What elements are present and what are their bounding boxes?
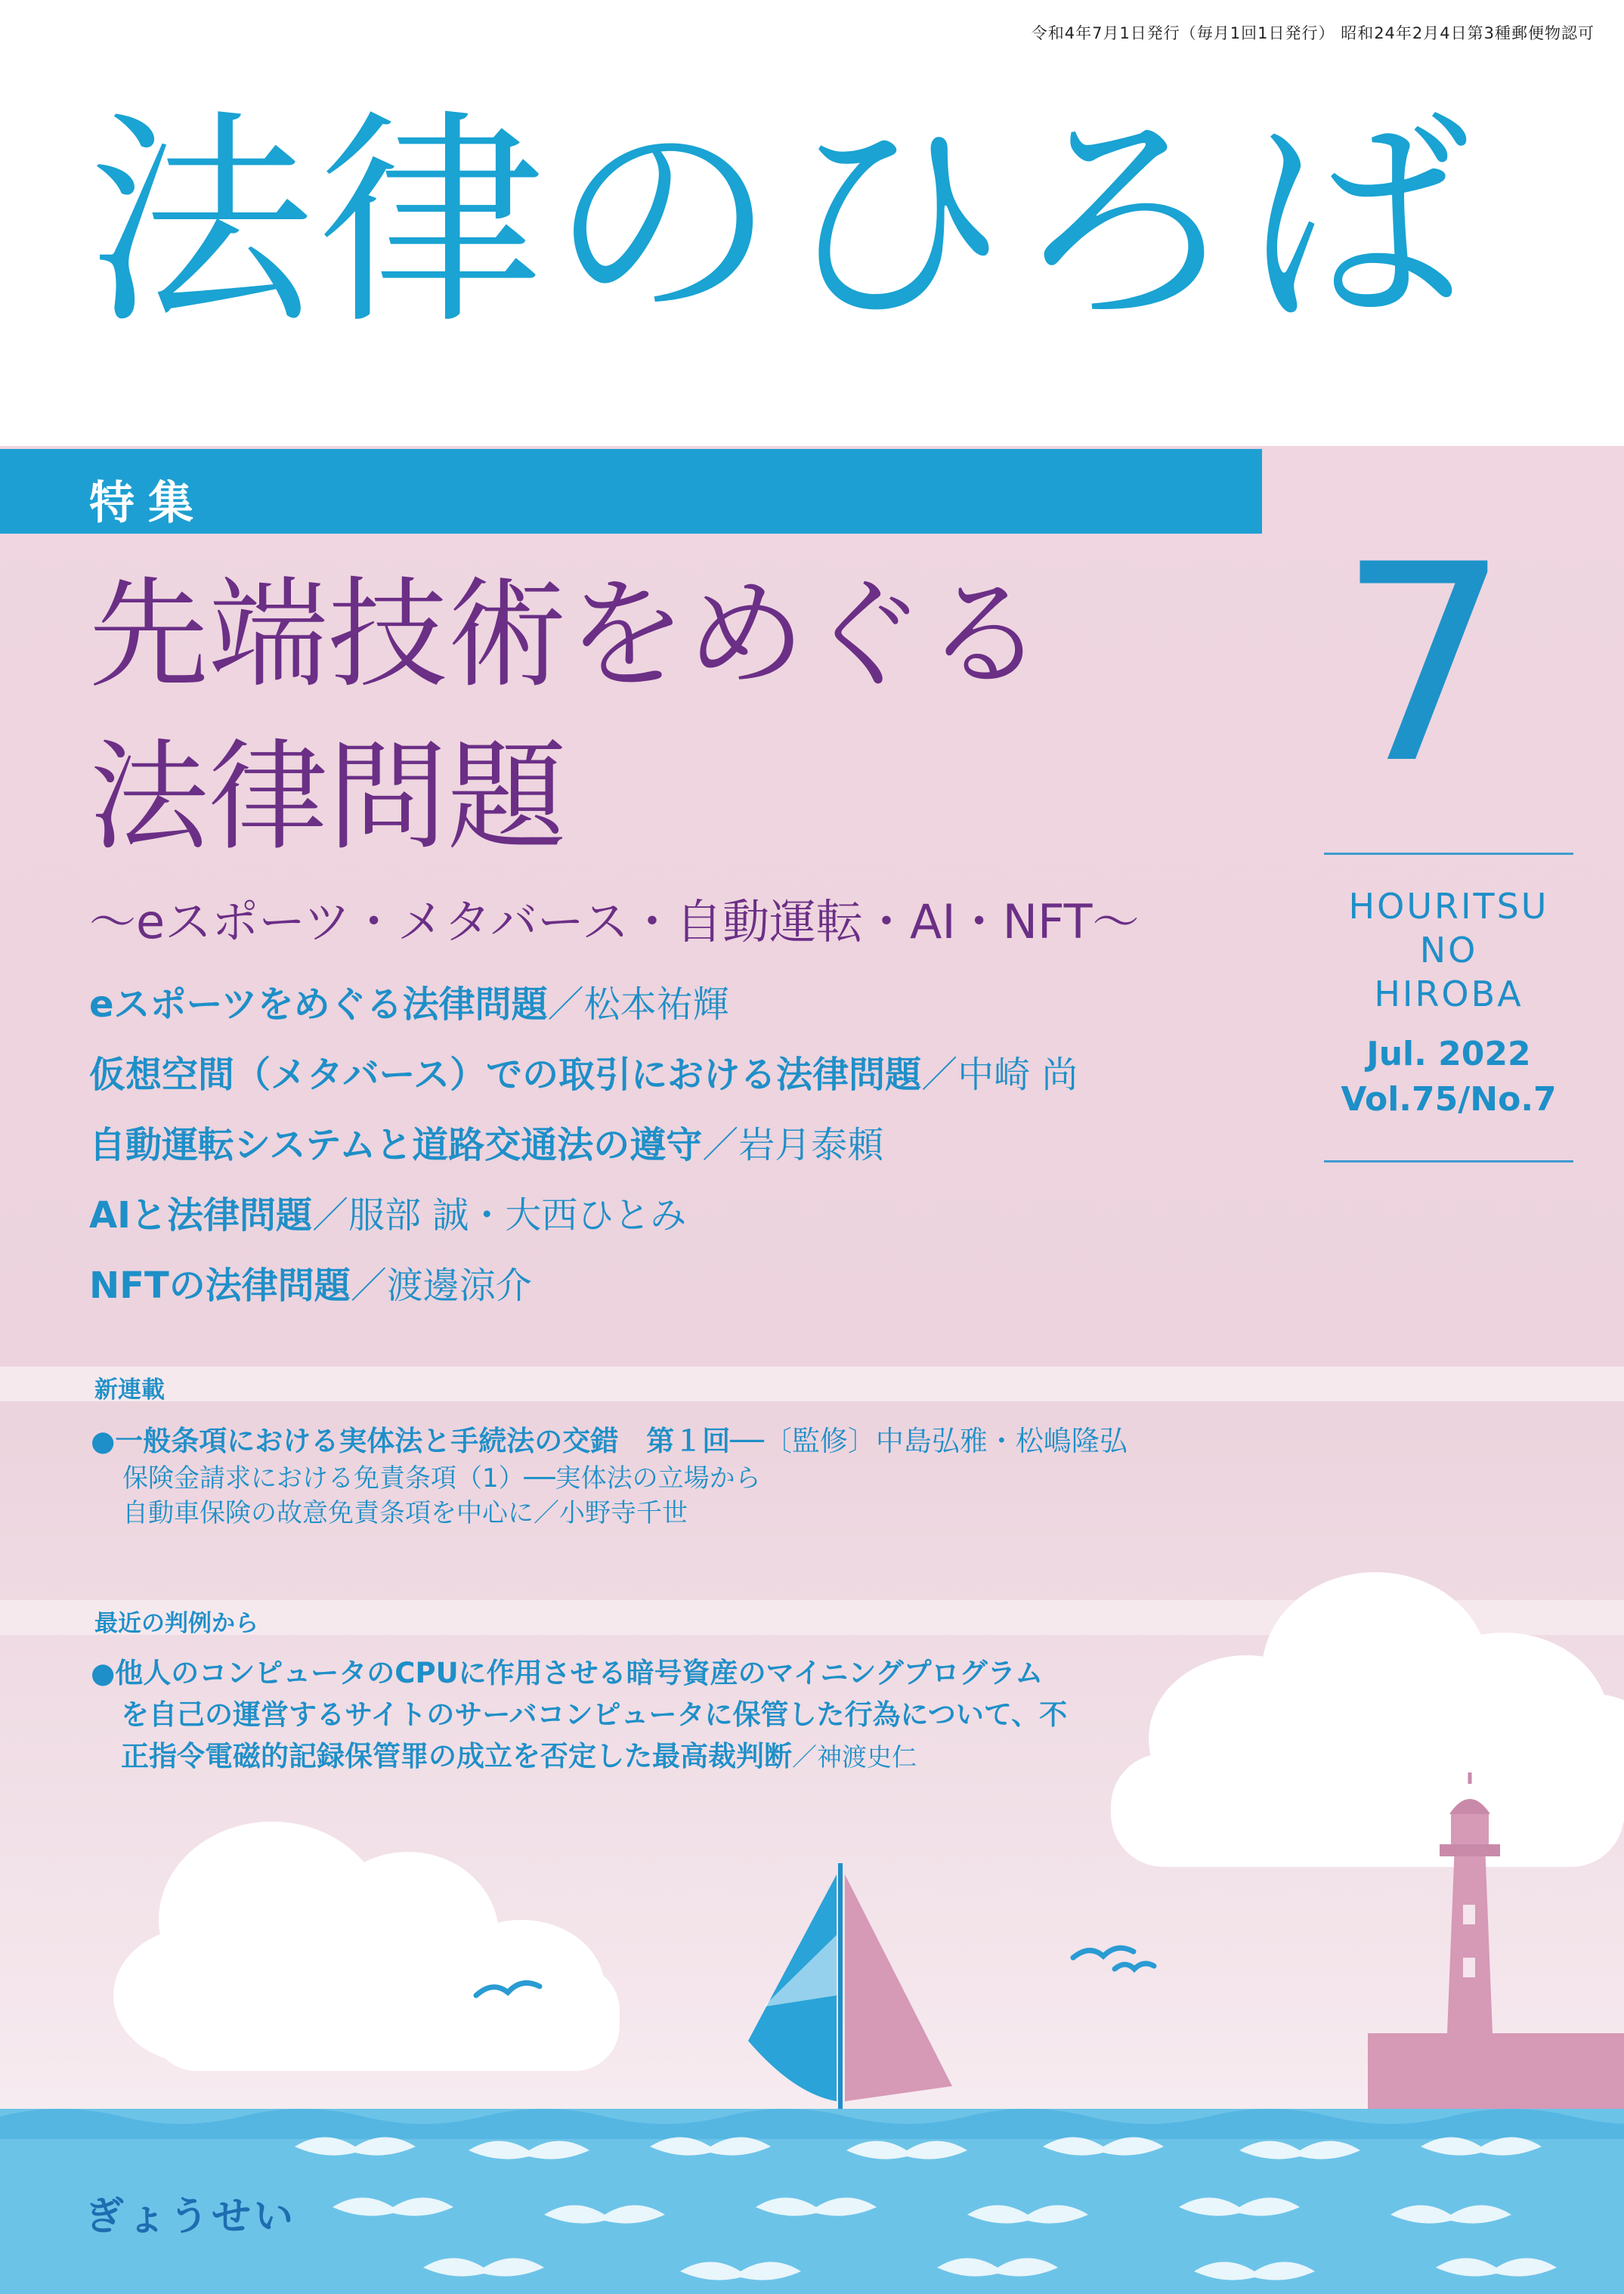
publisher-logo: ぎょうせい (85, 2194, 297, 2240)
issue-volume: Vol.75/No.7 (1341, 1080, 1557, 1119)
article-title: AIと法律問題 (89, 1194, 313, 1237)
feature-subtitle: 〜eスポーツ・メタバース・自動運転・AI・NFT〜 (89, 894, 1140, 949)
brand-line: HIROBA (1374, 974, 1523, 1014)
case-author: ／神渡史仁 (792, 1742, 917, 1772)
feature-article (89, 975, 729, 1027)
cloud-right (1111, 1572, 1624, 1867)
recent-case-line (91, 1650, 1043, 1691)
cloud-left (113, 1822, 620, 2071)
feature-label: 特集 (89, 477, 207, 530)
article-title: 自動運転システムと道路交通法の遵守 (89, 1124, 703, 1166)
recent-case-line (121, 1692, 1067, 1732)
case-text: を自己の運営するサイトのサーバコンピュータに保管した行為について、不 (121, 1698, 1068, 1731)
article-author: ／松本祐輝 (547, 983, 729, 1026)
new-series-label: 新連載 (94, 1376, 165, 1404)
divider (1324, 1160, 1573, 1162)
issue-number: 7 (1338, 506, 1511, 823)
sailboat-icon (741, 1863, 967, 2139)
article-author: ／岩月泰頼 (702, 1124, 884, 1166)
series-sub-line: 保険金請求における免責条項（1）──実体法の立場から (122, 1463, 761, 1494)
article-author: ／中崎 尚 (921, 1054, 1078, 1096)
case-text: 他人のコンピュータのCPUに作用させる暗号資産のマイニングプログラム (115, 1657, 1044, 1689)
brand-line: NO (1419, 930, 1478, 971)
article-title: eスポーツをめぐる法律問題 (89, 983, 548, 1026)
feature-article (89, 1116, 883, 1168)
recent-case-line (121, 1733, 917, 1774)
brand-romanized (1324, 884, 1573, 1016)
divider (1324, 853, 1573, 855)
article-title: 仮想空間（メタバース）での取引における法律問題 (89, 1054, 922, 1096)
bullet: ● (91, 1657, 116, 1689)
series-title: 一般条項における実体法と手続法の交錯 第１回 (115, 1425, 731, 1457)
feature-article (89, 1186, 686, 1238)
article-author: ／渡邊涼介 (350, 1265, 532, 1307)
feature-title-line-2: 法律問題 (89, 728, 567, 867)
publication-notice: 令和4年7月1日発行（毎月1回1日発行） 昭和24年2月4日第3種郵便物認可 (1031, 24, 1595, 42)
issue-date-block (1324, 1032, 1573, 1122)
section-band (0, 1367, 1624, 1401)
feature-article (89, 1045, 1078, 1097)
magazine-title: 法律のひろば (87, 91, 1474, 354)
brand-line: HOURITSU (1348, 886, 1549, 927)
article-title: NFTの法律問題 (89, 1265, 351, 1307)
series-supervisors: ──〔監修〕中島弘雅・松嶋隆弘 (730, 1425, 1128, 1457)
recent-cases-label: 最近の判例から (94, 1610, 258, 1637)
feature-title-line-1: 先端技術をめぐる (89, 565, 1044, 704)
issue-date: Jul. 2022 (1366, 1035, 1531, 1073)
case-text: 正指令電磁的記録保管罪の成立を否定した最高裁判断 (121, 1740, 792, 1772)
article-author: ／服部 誠・大西ひとみ (312, 1194, 687, 1237)
feature-article (89, 1256, 532, 1308)
bullet: ● (91, 1425, 116, 1457)
series-sub-line: 自動車保険の故意免責条項を中心に／小野寺千世 (122, 1498, 688, 1528)
new-series-title (91, 1418, 1128, 1459)
